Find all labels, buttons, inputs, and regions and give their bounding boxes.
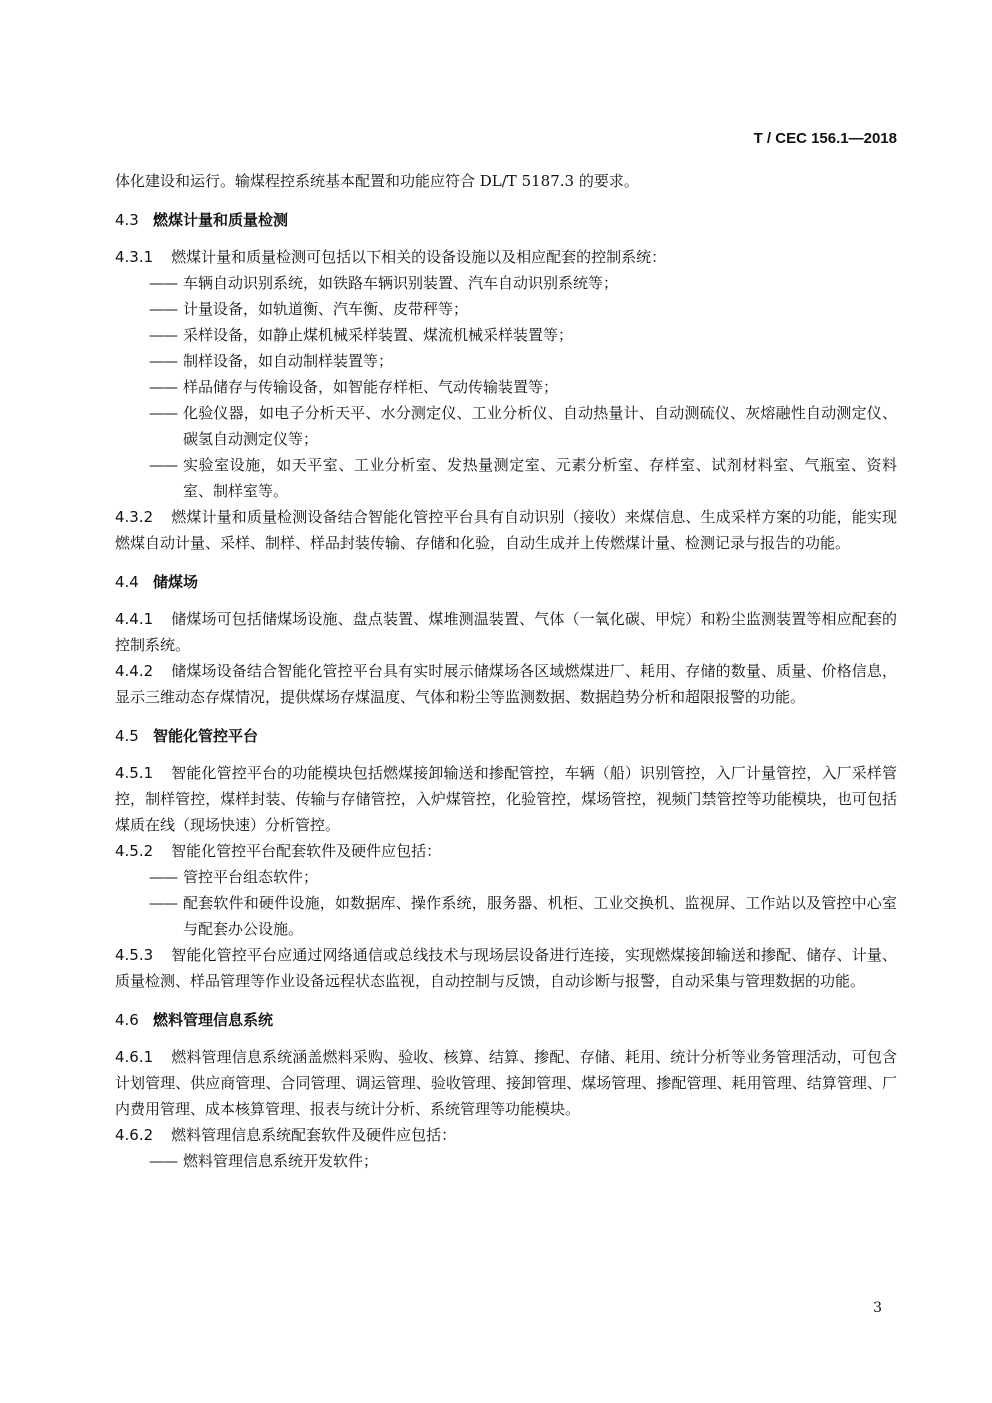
section-heading-4-3 xyxy=(115,207,897,233)
list-item-text: 车辆自动识别系统，如铁路车辆识别装置、汽车自动识别系统等； xyxy=(183,274,619,292)
clause-text: 智能化管控平台的功能模块包括燃煤接卸输送和掺配管控，车辆（船）识别管控，入厂计量管控，入厂采样管控，制样管控，煤样封装、传输与存储管控，入炉煤管控，化验管控，煤场管控，视频门禁管控等功能模块，也可包括煤质在线（现场快速）分析管控。 xyxy=(115,764,897,834)
dash-mark: —— xyxy=(149,378,177,396)
dash-mark: —— xyxy=(149,894,177,912)
section-heading-4-4 xyxy=(115,569,897,595)
list-item-text: 计量设备，如轨道衡、汽车衡、皮带秤等； xyxy=(183,300,469,318)
list-item xyxy=(149,890,897,942)
clause-4-3-2 xyxy=(115,504,897,556)
clause-4-4-1 xyxy=(115,606,897,658)
section-number: 4.4 xyxy=(115,573,139,591)
list-item-text: 管控平台组态软件； xyxy=(183,868,319,886)
section-title: 智能化管控平台 xyxy=(153,727,259,745)
section-number: 4.3 xyxy=(115,211,139,229)
list-item-text: 化验仪器，如电子分析天平、水分测定仪、工业分析仪、自动热量计、自动测硫仪、灰熔融性自动测定仪、碳氢自动测定仪等； xyxy=(183,404,897,448)
section-heading-4-6 xyxy=(115,1007,897,1033)
clause-4-5-2 xyxy=(115,838,897,864)
clause-4-4-2 xyxy=(115,658,897,710)
clause-text: 储煤场可包括储煤场设施、盘点装置、煤堆测温装置、气体（一氧化碳、甲烷）和粉尘监测装置等相应配套的控制系统。 xyxy=(115,610,897,654)
list-item xyxy=(149,374,897,400)
section-title: 储煤场 xyxy=(153,573,199,591)
dash-mark: —— xyxy=(149,868,177,886)
clause-4-6-1 xyxy=(115,1044,897,1122)
dash-mark: —— xyxy=(149,456,177,474)
clause-4-6-2 xyxy=(115,1122,897,1148)
list-item xyxy=(149,400,897,452)
list-item-text: 采样设备，如静止煤机械采样装置、煤流机械采样装置等； xyxy=(183,326,574,344)
list-item xyxy=(149,452,897,504)
intro-paragraph: 体化建设和运行。输煤程控系统基本配置和功能应符合 DL/T 5187.3 的要求。 xyxy=(115,172,639,190)
clause-number: 4.5.2 xyxy=(115,842,154,860)
list-item xyxy=(149,270,897,296)
list-item-text: 制样设备，如自动制样装置等； xyxy=(183,352,394,370)
list-item xyxy=(149,348,897,374)
list-item-text: 样品储存与传输设备，如智能存样柜、气动传输装置等； xyxy=(183,378,559,396)
dash-mark: —— xyxy=(149,352,177,370)
section-number: 4.5 xyxy=(115,727,139,745)
section-heading-4-5 xyxy=(115,723,897,749)
clause-text: 智能化管控平台配套软件及硬件应包括： xyxy=(171,842,442,860)
list-item-text: 燃料管理信息系统开发软件； xyxy=(183,1152,379,1170)
section-title: 燃煤计量和质量检测 xyxy=(153,211,289,229)
clause-number: 4.5.1 xyxy=(115,764,154,782)
clause-number: 4.3.2 xyxy=(115,508,154,526)
document-body xyxy=(115,168,897,1174)
dash-mark: —— xyxy=(149,300,177,318)
clause-number: 4.3.1 xyxy=(115,248,154,266)
page-number: 3 xyxy=(873,1300,882,1316)
clause-number: 4.4.2 xyxy=(115,662,154,680)
clause-number: 4.6.2 xyxy=(115,1126,154,1144)
clause-number: 4.6.1 xyxy=(115,1048,154,1066)
clause-text: 燃料管理信息系统涵盖燃料采购、验收、核算、结算、掺配、存储、耗用、统计分析等业务管理活动，可包含计划管理、供应商管理、合同管理、调运管理、验收管理、接卸管理、煤场管理、掺配管理、耗用管理、结算管理、厂内费用管理、成本核算管理、报表与统计分析、系统管理等功能模块。 xyxy=(115,1048,897,1118)
list-item xyxy=(149,1148,897,1174)
section-title: 燃料管理信息系统 xyxy=(153,1011,274,1029)
dash-mark: —— xyxy=(149,1152,177,1170)
standard-code: T / CEC 156.1—2018 xyxy=(753,130,897,147)
clause-4-5-3 xyxy=(115,942,897,994)
list-item-text: 实验室设施，如天平室、工业分析室、发热量测定室、元素分析室、存样室、试剂材料室、气瓶室、资料室、制样室等。 xyxy=(183,456,897,500)
clause-text: 燃煤计量和质量检测设备结合智能化管控平台具有自动识别（接收）来煤信息、生成采样方案的功能，能实现燃煤自动计量、采样、制样、样品封装传输、存储和化验，自动生成并上传燃煤计量、检测记录与报告的功能。 xyxy=(115,508,897,552)
clause-text: 智能化管控平台应通过网络通信或总线技术与现场层设备进行连接，实现燃煤接卸输送和掺配、储存、计量、质量检测、样品管理等作业设备远程状态监视，自动控制与反馈，自动诊断与报警，自动采集与管理数据的功能。 xyxy=(115,946,897,990)
clause-number: 4.4.1 xyxy=(115,610,154,628)
list-item-text: 配套软件和硬件设施，如数据库、操作系统，服务器、机柜、工业交换机、监视屏、工作站以及管控中心室与配套办公设施。 xyxy=(183,894,897,938)
clause-text: 燃煤计量和质量检测可包括以下相关的设备设施以及相应配套的控制系统： xyxy=(171,248,667,266)
clause-number: 4.5.3 xyxy=(115,946,154,964)
clause-text: 燃料管理信息系统配套软件及硬件应包括： xyxy=(171,1126,457,1144)
clause-text: 储煤场设备结合智能化管控平台具有实时展示储煤场各区域燃煤进厂、耗用、存储的数量、质量、价格信息，显示三维动态存煤情况，提供煤场存煤温度、气体和粉尘等监测数据、数据趋势分析和超限报警的功能。 xyxy=(115,662,897,706)
list-item xyxy=(149,322,897,348)
dash-mark: —— xyxy=(149,274,177,292)
list-item xyxy=(149,864,897,890)
list-item xyxy=(149,296,897,322)
clause-4-3-1 xyxy=(115,244,897,270)
section-number: 4.6 xyxy=(115,1011,139,1029)
dash-mark: —— xyxy=(149,404,177,422)
dash-mark: —— xyxy=(149,326,177,344)
clause-4-5-1 xyxy=(115,760,897,838)
